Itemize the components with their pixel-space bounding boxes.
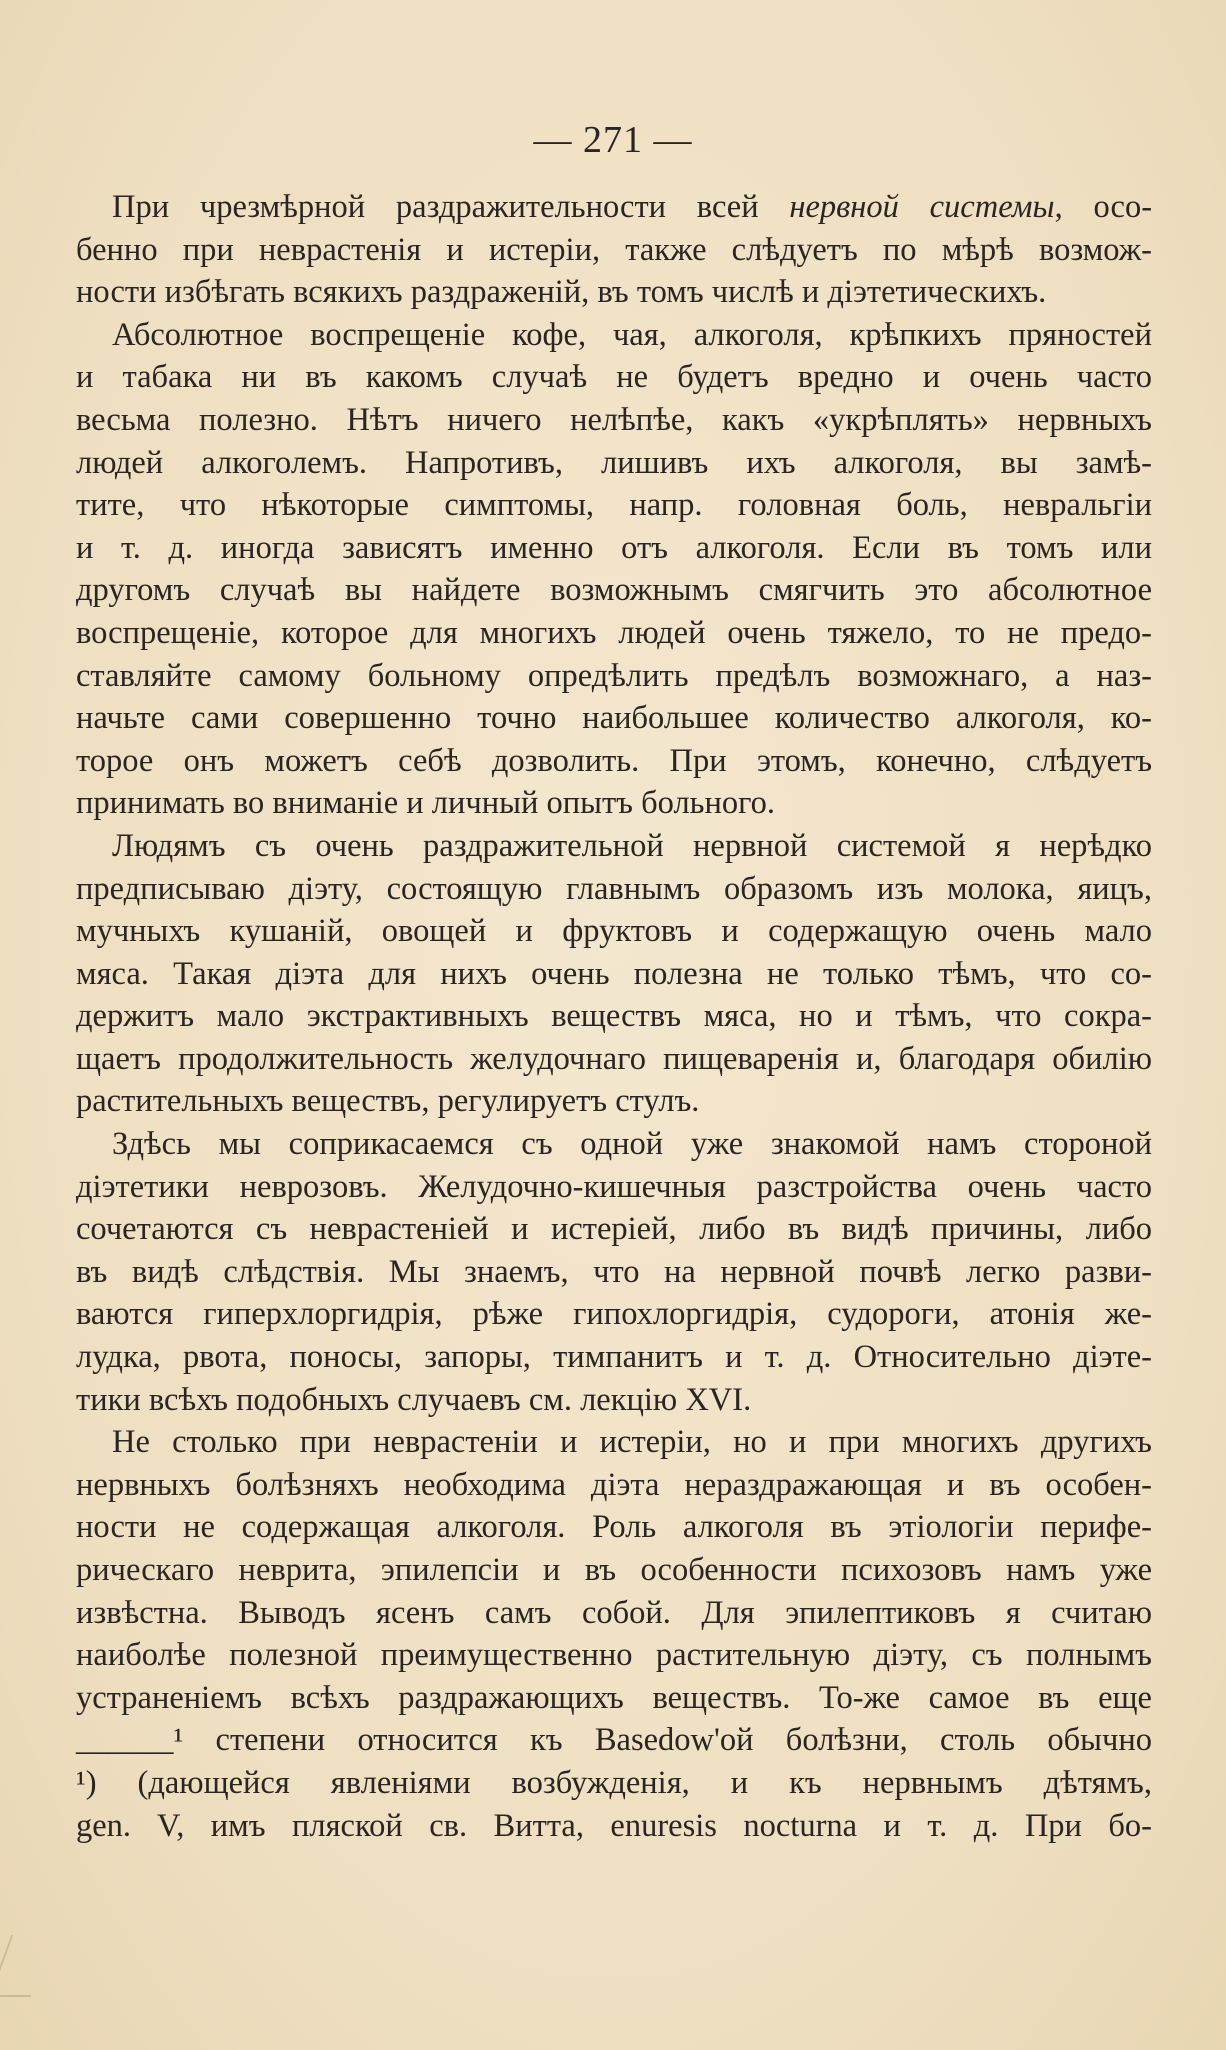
text-line: растительныхъ веществъ, регулируетъ стулъ.: [76, 1083, 700, 1120]
text-line: воспрещеніе, которое для многихъ людей очень тяжело, то не предо-: [76, 614, 1152, 651]
text-line: торое онъ можетъ себѣ дозволить. При этомъ, конечно, слѣдуетъ: [76, 742, 1152, 779]
text-line: ности не содержащая алкоголя. Роль алкоголя въ этіологіи перифе-: [76, 1509, 1152, 1546]
corner-pencil-mark: [0, 1935, 53, 1997]
text-line: держитъ мало экстрактивныхъ веществъ мяса, но и тѣмъ, что сокра-: [76, 998, 1152, 1035]
text-line: принимать во вниманіе и личный опытъ больного.: [76, 785, 776, 822]
text-line: ваются гиперхлоргидрія, рѣже гипохлоргидрія, судороги, атонія же-: [76, 1296, 1152, 1333]
text-line-part: , осо-: [1054, 189, 1153, 225]
text-line: тики всѣхъ подобныхъ случаевъ см. лекцію XVI.: [76, 1381, 752, 1418]
text-line: бенно при неврастенія и истеріи, также слѣдуетъ по мѣрѣ возмож-: [76, 231, 1152, 268]
text-line: наиболѣе полезной преимущественно растительную діэту, съ полнымъ: [76, 1637, 1152, 1674]
body-text: [76, 186, 1152, 1847]
text-line: мяса. Такая діэта для нихъ очень полезна не только тѣмъ, что со-: [76, 955, 1152, 992]
text-line: начьте сами совершенно точно наибольшее количество алкоголя, ко-: [76, 700, 1152, 737]
text-line: Не столько при неврастеніи и истеріи, но и при многихъ другихъ: [112, 1424, 1152, 1461]
text-line: и т. д. иногда зависятъ именно отъ алкоголя. Если въ томъ или: [76, 529, 1152, 566]
text-line: щаетъ продолжительность желудочнаго пищеваренія и, благодаря обилію: [76, 1040, 1152, 1077]
text-line: діэтетики неврозовъ. Желудочно-кишечныя разстройства очень часто: [76, 1168, 1152, 1205]
text-line-part: При чрезмѣрной раздражительности всей: [112, 189, 790, 225]
page-number: — 271 —: [533, 119, 693, 161]
text-line: предписываю діэту, состоящую главнымъ образомъ изъ молока, яицъ,: [76, 870, 1152, 907]
text-line: въ видѣ слѣдствія. Мы знаемъ, что на нервной почвѣ легко разви-: [76, 1253, 1152, 1290]
text-line: весьма полезно. Нѣтъ ничего нелѣпѣе, какъ «укрѣплять» нервныхъ: [76, 401, 1152, 438]
text-line: gen. V, имъ пляской св. Витта, enuresis nocturna и т. д. При бо-: [76, 1807, 1152, 1844]
text-line: сочетаются съ неврастеніей и истеріей, либо въ видѣ причины, либо: [76, 1211, 1152, 1248]
text-line: Здѣсь мы соприкасаемся съ одной уже знакомой намъ стороной: [112, 1126, 1152, 1163]
text-line: лудка, рвота, поносы, запоры, тимпанитъ и т. д. Относительно діэте-: [76, 1339, 1152, 1376]
text-line: Людямъ съ очень раздражительной нервной системой я нерѣдко: [112, 827, 1152, 864]
text-line: ставляйте самому больному опредѣлить предѣлъ возможнаго, а наз-: [76, 657, 1152, 694]
text-line: мучныхъ кушаній, овощей и фруктовъ и содержащую очень мало: [76, 913, 1152, 950]
text-line: ности избѣгать всякихъ раздраженій, въ томъ числѣ и діэтетическихъ.: [76, 274, 1047, 311]
text-line: людей алкоголемъ. Напротивъ, лишивъ ихъ алкоголя, вы замѣ-: [76, 444, 1152, 481]
text-line: тите, что нѣкоторые симптомы, напр. головная боль, невральгіи: [76, 487, 1152, 524]
text-line: другомъ случаѣ вы найдете возможнымъ смягчить это абсолютное: [76, 572, 1152, 609]
text-line: и табака ни въ какомъ случаѣ не будетъ вредно и очень часто: [76, 359, 1152, 396]
text-line: ¹) (дающейся явленіями возбужденія, и къ нервнымъ дѣтямъ,: [76, 1764, 1152, 1801]
text-line: извѣстна. Выводъ ясенъ самъ собой. Для эпилептиковъ я считаю: [76, 1594, 1152, 1631]
text-line: ______¹ степени относится къ Basedow'ой болѣзни, столь обычно: [76, 1722, 1152, 1759]
text-line: нервныхъ болѣзняхъ необходима діэта нераздражающая и въ особен-: [76, 1466, 1152, 1503]
text-line: устраненіемъ всѣхъ раздражающихъ веществъ. То-же самое въ еще: [76, 1679, 1152, 1716]
text-line: Абсолютное воспрещеніе кофе, чая, алкоголя, крѣпкихъ пряностей: [112, 316, 1152, 353]
text-line: рическаго неврита, эпилепсіи и въ особенности психозовъ намъ уже: [76, 1552, 1152, 1588]
text-line: [76, 186, 1152, 229]
emphasis-text: нервной системы: [789, 189, 1055, 225]
